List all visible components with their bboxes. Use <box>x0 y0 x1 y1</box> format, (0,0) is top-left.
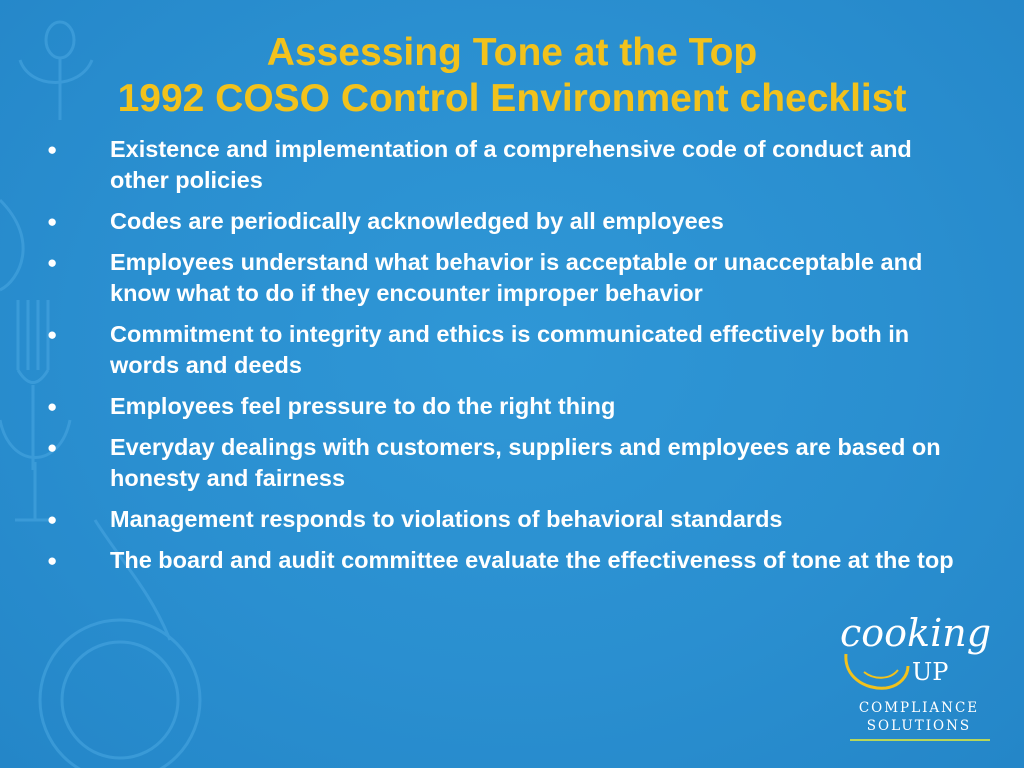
bullet-item <box>0 504 1024 535</box>
bullet-item <box>0 545 1024 576</box>
slide-title <box>0 30 1024 122</box>
bullet-icon: ● <box>47 140 58 159</box>
bullet-text: Employees feel pressure to do the right thing <box>110 393 616 419</box>
logo-script-word: cooking <box>840 611 992 655</box>
bullet-icon: ● <box>47 253 58 272</box>
bullet-item <box>0 391 1024 422</box>
logo-solutions-text: SOLUTIONS <box>866 718 972 734</box>
bullet-text: The board and audit committee evaluate the effectiveness of tone at the top <box>110 547 954 573</box>
bullet-text: Employees understand what behavior is acceptable or unacceptable and know what to do if they encounter improper behavior <box>110 249 923 306</box>
logo-bowl-icon <box>846 654 908 688</box>
bullet-icon: ● <box>47 212 58 231</box>
bullet-item <box>0 432 1024 494</box>
bullet-text: Commitment to integrity and ethics is communicated effectively both in words and deeds <box>110 321 910 378</box>
bullet-icon: ● <box>47 551 58 570</box>
bullet-icon: ● <box>47 510 58 529</box>
logo-compliance-text: COMPLIANCE <box>858 700 980 716</box>
bullet-item <box>0 206 1024 237</box>
logo-underline-rule <box>834 737 1004 743</box>
bullet-item <box>0 134 1024 196</box>
bullet-text: Everyday dealings with customers, suppliers and employees are based on honesty and fairness <box>110 434 941 491</box>
logo-script-graphic <box>834 606 1004 700</box>
bullet-icon: ● <box>47 325 58 344</box>
logo-swirl-icon <box>864 670 898 678</box>
logo-script-up: UP <box>912 658 949 686</box>
bullet-item <box>0 319 1024 381</box>
slide-title-line-2: 1992 COSO Control Environment checklist <box>117 77 907 120</box>
bullet-list <box>0 134 1024 586</box>
bullet-icon: ● <box>47 438 58 457</box>
bullet-text: Codes are periodically acknowledged by all employees <box>110 208 724 234</box>
slide-title-line-1: Assessing Tone at the Top <box>266 31 758 74</box>
bullet-text: Management responds to violations of behavioral standards <box>110 506 783 532</box>
cooking-up-compliance-logo <box>834 606 1004 746</box>
bullet-text: Existence and implementation of a comprehensive code of conduct and other policies <box>110 136 912 193</box>
bullet-icon: ● <box>47 397 58 416</box>
bullet-item <box>0 247 1024 309</box>
